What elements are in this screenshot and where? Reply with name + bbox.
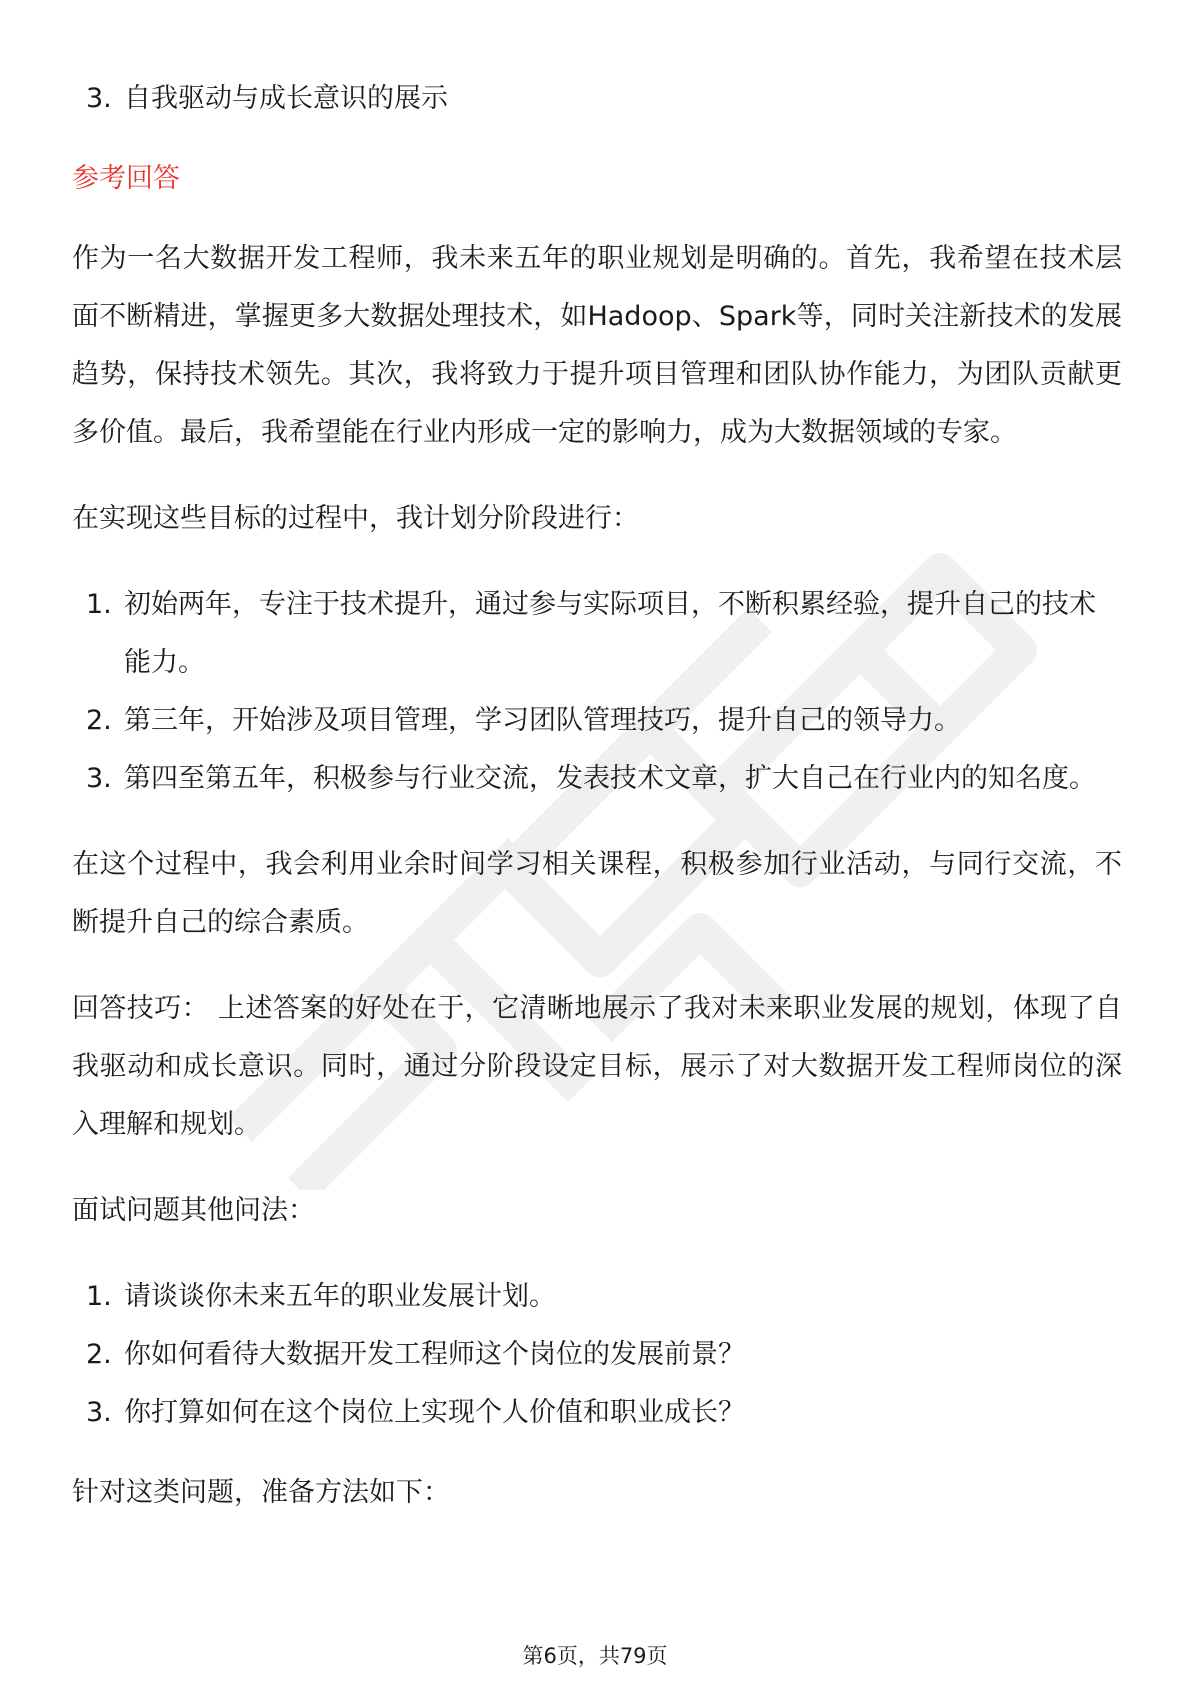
list-number: 3. [86, 83, 112, 114]
list-number: 1. [86, 589, 112, 620]
plan-intro: 在实现这些目标的过程中，我计划分阶段进行： [72, 503, 639, 534]
prep-intro: 针对这类问题，准备方法如下： [72, 1477, 450, 1508]
tips-paragraph: 回答技巧： 上述答案的好处在于，它清晰地展示了我对未来职业发展的规划，体现了自我驱动和成长意识。同时，通过分阶段设定目标，展示了对大数据开发工程师岗位的深入理解和规划。 [72, 993, 1122, 1140]
page-content [72, 70, 1122, 1522]
list-item [72, 70, 1122, 128]
list-number: 1. [86, 1281, 112, 1312]
other-questions-intro: 面试问题其他问法： [72, 1195, 315, 1226]
list-item [72, 1384, 1122, 1442]
list-number: 3. [86, 1397, 112, 1428]
process-paragraph: 在这个过程中，我会利用业余时间学习相关课程，积极参加行业活动，与同行交流，不断提升自己的综合素质。 [72, 849, 1122, 938]
list-item-text: 第四至第五年，积极参与行业交流，发表技术文章，扩大自己在行业内的知名度。 [124, 763, 1096, 794]
answer-paragraph: 作为一名大数据开发工程师，我未来五年的职业规划是明确的。首先，我希望在技术层面不断精进，掌握更多大数据处理技术，如Hadoop、Spark等，同时关注新技术的发展趋势，保持技术领先。其次，我将致力于提升项目管理和团队协作能力，为团队贡献更多价值。最后，我希望能在行业内形成一定的影响力，成为大数据领域的专家。 [72, 243, 1122, 448]
list-item-text: 自我驱动与成长意识的展示 [124, 83, 448, 114]
list-item-text: 你打算如何在这个岗位上实现个人价值和职业成长？ [124, 1397, 745, 1428]
top-list [72, 70, 1122, 128]
list-item [72, 1326, 1122, 1384]
list-item-text: 你如何看待大数据开发工程师这个岗位的发展前景？ [124, 1339, 745, 1370]
list-item-text: 第三年，开始涉及项目管理，学习团队管理技巧，提升自己的领导力。 [124, 705, 961, 736]
plan-list [72, 576, 1122, 808]
other-questions-list [72, 1268, 1122, 1442]
list-number: 3. [86, 763, 112, 794]
list-number: 2. [86, 705, 112, 736]
list-item [72, 576, 1122, 692]
page-footer: 第6页，共79页 [522, 1644, 668, 1668]
list-item-text: 请谈谈你未来五年的职业发展计划。 [124, 1281, 556, 1312]
list-item [72, 692, 1122, 750]
list-number: 2. [86, 1339, 112, 1370]
list-item-text: 初始两年，专注于技术提升，通过参与实际项目，不断积累经验，提升自己的技术能力。 [124, 589, 1096, 678]
list-item [72, 1268, 1122, 1326]
list-item [72, 750, 1122, 808]
reference-answer-heading: 参考回答 [72, 163, 180, 194]
